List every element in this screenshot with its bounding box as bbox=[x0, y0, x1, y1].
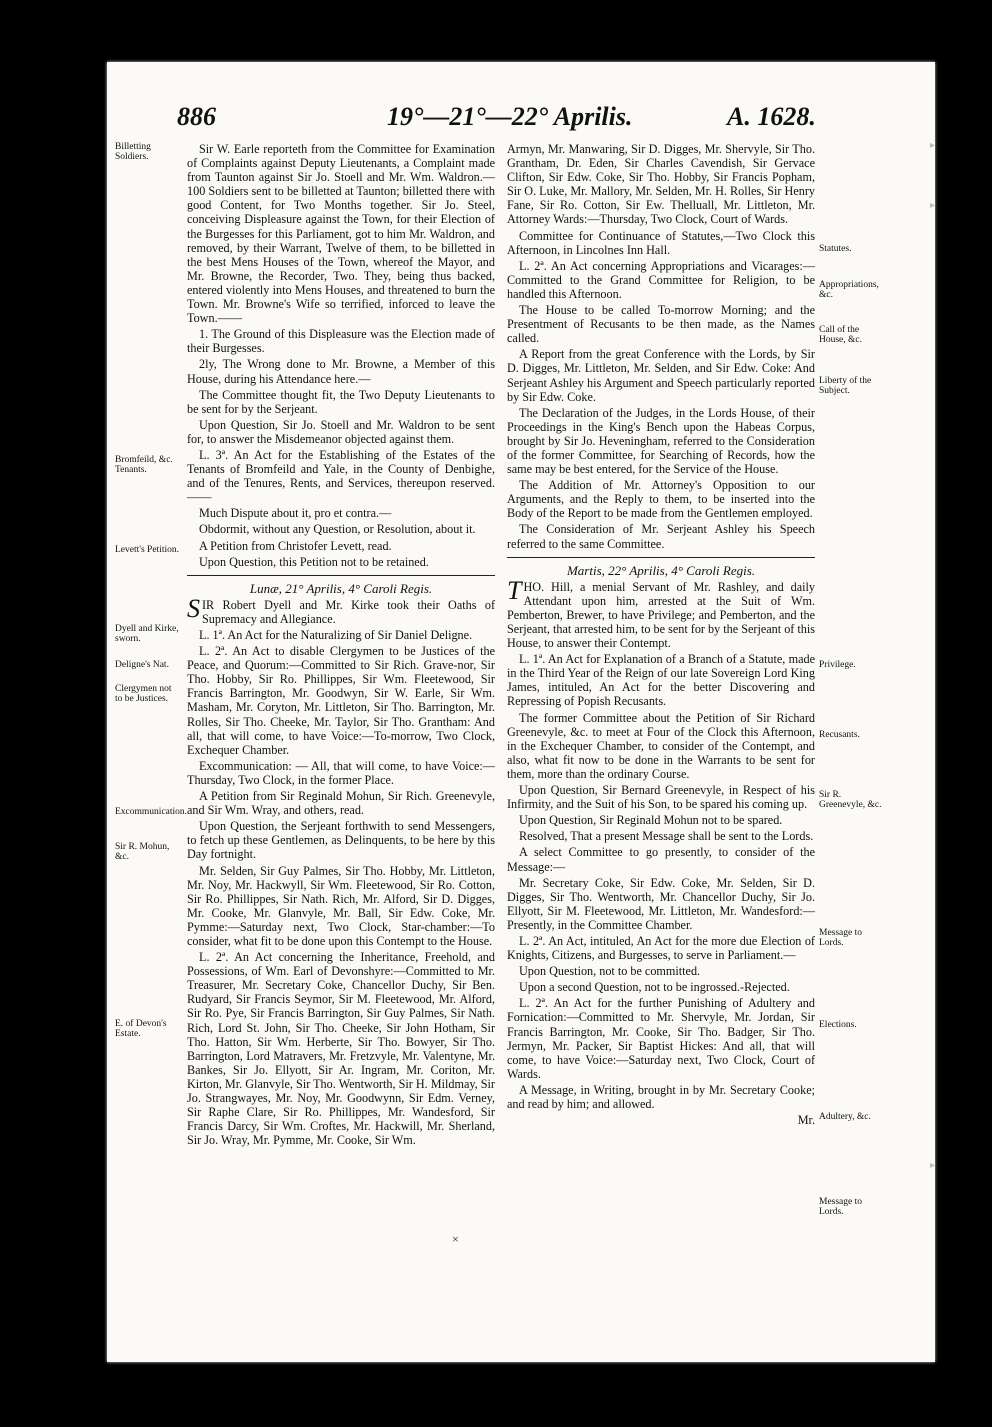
section-heading: Martis, 22° Aprilis, 4° Caroli Regis. bbox=[566, 562, 756, 578]
catchword: Mr. bbox=[797, 1113, 815, 1128]
margin-note-message-2: Message to Lords. bbox=[819, 1197, 863, 1217]
paragraph: L. 1ª. An Act for the Naturalizing of Sir Daniel Deligne. bbox=[199, 628, 473, 642]
footer-mark: × bbox=[452, 1232, 459, 1246]
paragraph: Upon Question, Sir Bernard Greenevyle, in Respect of his Infirmity, and the Suit of his Son, to be spared his coming up. bbox=[507, 783, 815, 812]
margin-note-clergymen: Clergymen not to be Justices. bbox=[115, 684, 172, 704]
paragraph: The Addition of Mr. Attorney's Opposition to our Arguments, and the Reply to them, to be inserted into the Body of the Report to be made from the Gentlemen employed. bbox=[507, 478, 815, 521]
paragraph: A Petition from Christofer Levett, read. bbox=[199, 538, 392, 553]
paragraph: L. 2ª. An Act, intituled, An Act for the more due Election of Knights, Citizens, and Burgesses, to serve in Parliament.— bbox=[507, 933, 815, 963]
paragraph: Much Dispute about it, pro et contra.— bbox=[199, 506, 392, 521]
page-number: 886 bbox=[177, 102, 216, 131]
paragraph: Upon Question, this Petition not to be retained. bbox=[199, 554, 429, 569]
paragraph: A select Committee to go presently, to consider of the Message:— bbox=[507, 845, 815, 874]
page-dates: 19°—21°—22° Aprilis. bbox=[387, 102, 633, 131]
paragraph bbox=[507, 575, 815, 651]
paragraph: L. 2ª. An Act to disable Clergymen to be Justices of the Peace, and Quorum:—Committed to Sir Rich. Grave-nor, Sir Tho. Hobby, Sir Ro. Phillippes, Sir Wm. Fleetewood, Sir Francis Barrington, Mr. Goodwyn, Sir W. Earle, Sir Wm. Masham, Mr. Coryton, Mr. Littleton, Sir Tho. Barrington, Mr. Rolles, Sir Tho. Cheeke, Mr. Taylor, Sir Tho. Grantham: And all, that will come, to have Voice:—To-morrow, Two Clock, Exchequer Chamber. bbox=[187, 644, 495, 757]
divider bbox=[507, 557, 815, 558]
scan-edge-mark: ▸ bbox=[930, 140, 936, 151]
paragraph: L. 2ª. An Act concerning the Inheritance, Freehold, and Possessions, of Wm. Earl of Devonshyre:—Committed to Mr. Treasurer, Mr. Secretary Coke, Chancellor Duchy, Sir Ben. Rudyard, Sir Francis Seymor, Sir M. Fleetewood, Mr. Alford, Sir Ro. Pye, Sir Francis Barrington, Sir Guy Palmes, Sir Nath. Rich, Lord St. John, Sir Tho. Cheeke, Sir John Hotham, Sir Tho. Hatton, Sir Wm. Herberte, Sir Tho. Bowyer, Sir Tho. Barrington, Lord Matravers, Mr. Fretzvyle, Mr. Valentyne, Mr. Bankes, Sir Jo. Ellyott, Sir Ar. Ingram, Mr. Coriton, Mr. Kirton, Mr. Glanvyle, Sir Tho. Wentworth, Sir H. Mildmay, Sir Jo. Strangwayes, Mr. Noy, Mr. Goodwynn, Sir Edm. Verney, Sir Raphe Clare, Sir Ro. Phillippes, Mr. Wandesford, Sir Francis Darcy, Sir Wm. Croftes, Mr. Hackwill, Mr. Sherland, Sir Jo. Wray, Mr. Pymme, Mr. Cooke, Sir Wm. bbox=[187, 950, 495, 1148]
column-right bbox=[507, 142, 815, 1129]
margin-note-recusants: Recusants. bbox=[819, 730, 860, 740]
drop-cap: S bbox=[187, 593, 200, 623]
paragraph: Upon a second Question, not to be ingrossed.-Rejected. bbox=[519, 980, 790, 995]
margin-note-privilege: Privilege. bbox=[819, 660, 856, 670]
paragraph: The Committee thought fit, the Two Deputy Lieutenants to be sent for by the Serjeant. bbox=[187, 387, 495, 416]
paragraph: 1. The Ground of this Displeasure was the Election made of their Burgesses. bbox=[187, 327, 495, 356]
paragraph: L. 1ª. An Act for Explanation of a Branch of a Statute, made in the Third Year of the Reign of our late Sovereign Lord King James, intituled, An Act for the better Discovering and Repressing of Popish Recusants. bbox=[507, 652, 815, 709]
paragraph bbox=[187, 593, 495, 626]
paragraph: Mr. Secretary Coke, Sir Edw. Coke, Mr. Selden, Sir D. Digges, Sir Tho. Wentworth, Mr. Chancellor Duchy, Sir Jo. Ellyott, Sir M. Fleetewood, Mr. Littleton, Mr. Wandesford:—Presently, in the Committee Chamber. bbox=[507, 875, 815, 932]
paragraph-text: HO. Hill, a menial Servant of Mr. Rashley, and daily Attendant upon him, arrested at the Suit of Wm. Pemberton, Brewer, to have Privilege; and Pemberton, and the Serjeant, that arrested him, to be sent for by the Serjeant of this House, to answer their Contempt. bbox=[507, 579, 815, 651]
margin-note-greenevyle: Sir R. Greenevyle, &c. bbox=[819, 790, 882, 810]
margin-note-billetting: Billetting Soldiers. bbox=[115, 142, 151, 162]
paragraph: L. 2ª. An Act for the further Punishing of Adultery and Fornication:—Committed to Mr. Shervyle, Mr. Jordan, Sir Francis Barrington, Mr. Cooke, Sir Tho. Badger, Sir Tho. Jermyn, Mr. Packer, Sir Baptist Hickes: And all, that will come, to have Voice:—Saturday next, Two Clock, Court of Wards. bbox=[507, 996, 815, 1081]
margin-note-mohun: Sir R. Mohun, &c. bbox=[115, 842, 170, 862]
paragraph: L. 2ª. An Act concerning Appropriations and Vicarages:—Committed to the Grand Committee for Religion, to be handled this Afternoon. bbox=[507, 258, 815, 301]
margin-note-statutes: Statutes. bbox=[819, 244, 852, 254]
margin-note-elections: Elections. bbox=[819, 1020, 857, 1030]
margin-note-bromfeild: Bromfeild, &c. Tenants. bbox=[115, 455, 173, 475]
paragraph: Upon Question, Sir Reginald Mohun not to be spared. bbox=[519, 813, 783, 828]
paragraph: The Declaration of the Judges, in the Lords House, of their Proceedings in the King's Bench upon the Habeas Corpus, brought by Sir Jo. Heveningham, referred to the Consideration of the former Committee, for Searching of Records, how the same may be best entered, for the Service of the House. bbox=[507, 405, 815, 477]
paragraph: A Message, in Writing, brought in by Mr. Secretary Cooke; and read by him; and allowed. bbox=[507, 1082, 815, 1111]
paragraph: Excommunication: — All, that will come, to have Voice:—Thursday, Two Clock, in the former Place. bbox=[187, 758, 495, 787]
paragraph: The House to be called To-morrow Morning; and the Presentment of Recusants to be then made, as the Names called. bbox=[507, 303, 815, 346]
paragraph: The former Committee about the Petition of Sir Richard Greenevyle, &c. to meet at Four of the Clock this Afternoon, in the Exchequer Chamber, to consider of the Contempt, and also, what fit now to be done in the Warrants to be sent for them, more than the ordinary Course. bbox=[507, 710, 815, 781]
margin-note-liberty: Liberty of the Subject. bbox=[819, 376, 872, 396]
paragraph: Upon Question, Sir Jo. Stoell and Mr. Waldron to be sent for, to answer the Misdemeanor objected against them. bbox=[187, 417, 495, 446]
margin-note-devon: E. of Devon's Estate. bbox=[115, 1019, 167, 1039]
paragraph: A Petition from Sir Reginald Mohun, Sir Rich. Greenevyle, and Sir Wm. Wray, and others, read. bbox=[187, 789, 495, 818]
margin-note-excommunication: Excommunication. bbox=[115, 807, 188, 817]
paragraph: L. 3ª. An Act for the Establishing of the Estates of the Tenants of Bromfeild and Yale, in the County of Denbighe, and of the Tenures, Rents, and Services, thereupon reserved.—— bbox=[187, 447, 495, 505]
paragraph: Resolved, That a present Message shall be sent to the Lords. bbox=[519, 829, 814, 844]
margin-note-levett: Levett's Petition. bbox=[115, 545, 179, 555]
drop-cap: T bbox=[507, 575, 522, 605]
margin-note-adultery: Adultery, &c. bbox=[819, 1112, 871, 1122]
paragraph: Committee for Continuance of Statutes,—Two Clock this Afternoon, in Lincolnes Inn Hall. bbox=[507, 228, 815, 257]
paragraph: Sir W. Earle reporteth from the Committee for Examination of Complaints against Deputy Lieutenants, a Complaint made from Taunton against Sir Jo. Stoell and Mr. Wm. Waldron.—100 Soldiers sent to be billetted at Taunton; billetted there with good Content, for Two Months together. Sir Jo. Steel, conceiving Displeasure against the Town, for their Election of the Burgesses for this Parliament, got to him Mr. Waldron, and removed, by their Warrant, Twelve of them, to be billetted in the best Mens Houses of the Town, whereof the Mayor, and Mr. Browne, the Recorder, Two. They, being thus backed, entered violently into Mens Houses, and threatened to burn the Town. Mr. Browne's Wife so terrified, inforced to leave the Town.—— bbox=[187, 142, 495, 326]
paragraph: Upon Question, not to be committed. bbox=[519, 964, 701, 979]
scan-edge-mark: ▸ bbox=[930, 200, 936, 211]
divider bbox=[187, 575, 495, 576]
section-heading: Lunæ, 21° Aprilis, 4° Caroli Regis. bbox=[249, 580, 433, 596]
margin-note-message-1: Message to Lords. bbox=[819, 928, 863, 948]
page-year: A. 1628. bbox=[727, 102, 816, 131]
paragraph: 2ly, The Wrong done to Mr. Browne, a Member of this House, during his Attendance here.— bbox=[187, 357, 495, 386]
paragraph: Obdormit, without any Question, or Resolution, about it. bbox=[199, 522, 476, 537]
paragraph: Armyn, Mr. Manwaring, Sir D. Digges, Mr. Shervyle, Sir Tho. Grantham, Dr. Eden, Sir Charles Cavendish, Sir Gervace Clifton, Sir Edw. Coke, Sir Tho. Hobby, Sir Francis Popham, Sir O. Luke, Mr. Mallory, Mr. Selden, Mr. H. Rolles, Sir Henry Fane, Sir Ro. Cotton, Sir Ew. Thelluall, Mr. Littleton, Mr. Attorney Wards:—Thursday, Two Clock, Court of Wards. bbox=[507, 142, 815, 227]
column-left bbox=[187, 142, 495, 1149]
margin-note-deligne: Deligne's Nat. bbox=[115, 660, 169, 670]
scan-edge-mark: ▸ bbox=[930, 1160, 936, 1171]
paragraph: Mr. Selden, Sir Guy Palmes, Sir Tho. Hobby, Mr. Littleton, Mr. Noy, Mr. Hackwyll, Sir Wm. Fleetewood, Sir Ro. Cotton, Sir Ro. Phillippes, Sir Nath. Rich, Mr. Alford, Sir D. Digges, Mr. Cooke, Mr. Glanvyle, Mr. Ball, Sir Edw. Coke, Mr. Pymme:—Saturday next, Two Clock, Star-chamber:—To consider, what fit to be done upon this Contempt to the House. bbox=[187, 863, 495, 948]
paragraph-text: IR Robert Dyell and Mr. Kirke took their Oaths of Supremacy and Allegiance. bbox=[202, 597, 495, 626]
paragraph: Upon Question, the Serjeant forthwith to send Messengers, to fetch up these Gentlemen, as Delinquents, to be here by this Day fortnight. bbox=[187, 819, 495, 862]
paragraph: A Report from the great Conference with the Lords, by Sir D. Digges, Mr. Littleton, Mr. Selden, and Sir Edw. Coke: And Serjeant Ashley his Argument and Speech particularly reported by Sir Edw. Coke. bbox=[507, 347, 815, 404]
margin-note-appropriations: Appropriations, &c. bbox=[819, 280, 879, 300]
document-page bbox=[107, 62, 935, 1362]
margin-note-dyell: Dyell and Kirke, sworn. bbox=[115, 624, 179, 644]
paragraph: The Consideration of Mr. Serjeant Ashley his Speech referred to the same Committee. bbox=[507, 522, 815, 551]
margin-note-call-house: Call of the House, &c. bbox=[819, 325, 863, 345]
